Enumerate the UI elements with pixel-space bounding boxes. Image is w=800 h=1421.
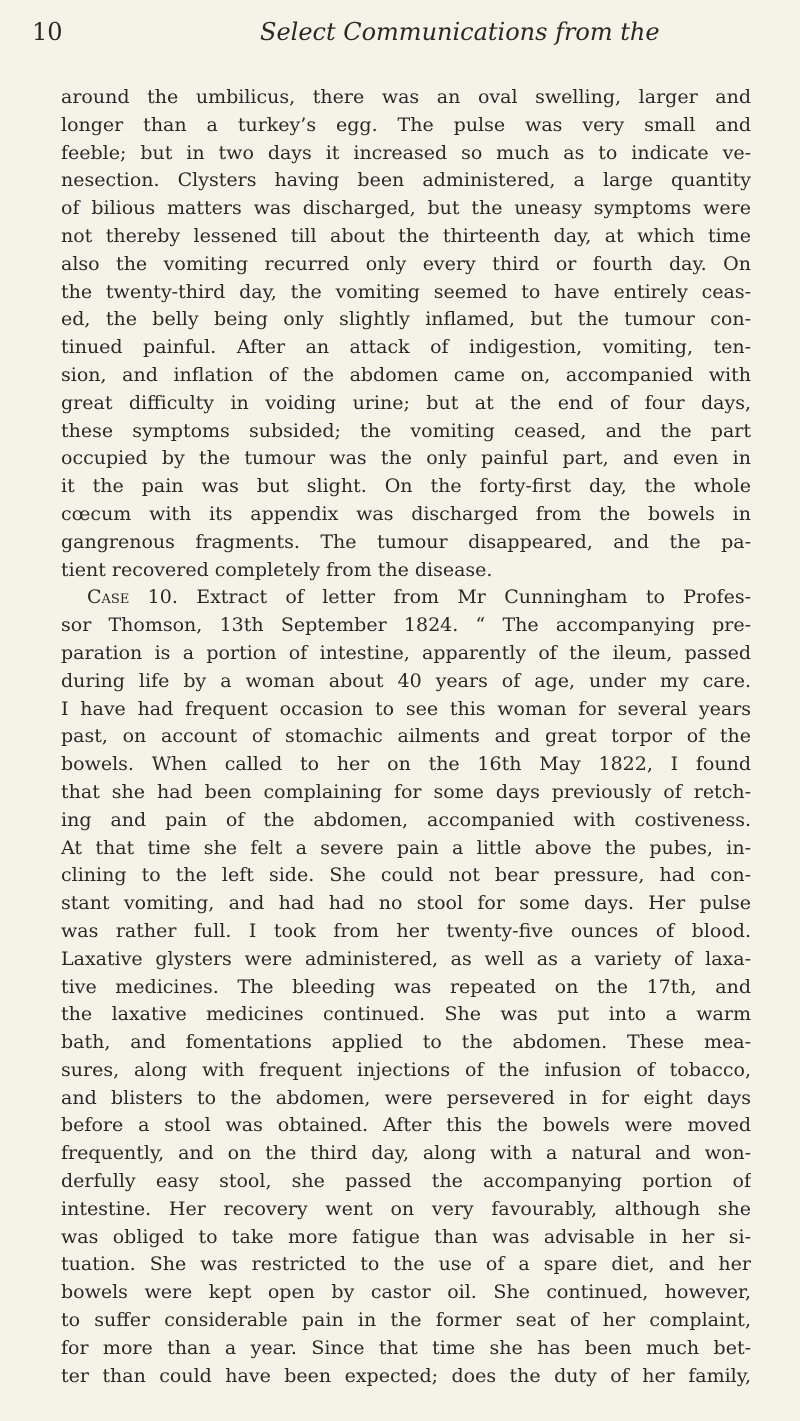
text-line: tinued painful. After an attack of indigestion, vomiting, ten- [61,336,751,359]
case-heading-line [61,584,751,612]
text-line: for more than a year. Since that time she has been much bet- [61,1336,751,1359]
case-label: Case [87,586,130,609]
text-line: great difficulty in voiding urine; but at the end of four days, [61,391,751,414]
text-line: intestine. Her recovery went on very favourably, although she [61,1197,751,1220]
text-line: derfully easy stool, she passed the accompanying portion of [61,1170,751,1193]
text-line: around the umbilicus, there was an oval swelling, larger and [61,86,751,108]
text-line: ed, the belly being only slightly inflamed, but the tumour con- [61,308,751,331]
text-line: bowels were kept open by castor oil. She continued, however, [61,1281,751,1304]
text-line: during life by a woman about 40 years of age, under my care. [61,669,751,692]
text-line: these symptoms subsided; the vomiting ceased, and the part [61,419,751,442]
text-line: stant vomiting, and had had no stool for some days. Her pulse [61,892,751,915]
text-line: tive medicines. The bleeding was repeated on the 17th, and [61,975,751,998]
text-line: longer than a turkey’s egg. The pulse was very small and [61,113,751,136]
page-number: 10 [32,18,63,46]
text-line: ing and pain of the abdomen, accompanied with costiveness. [61,808,751,831]
text-line: it the pain was but slight. On the forty-first day, the whole [61,475,751,498]
text-line: sor Thomson, 13th September 1824. “ The accompanying pre- [61,614,751,637]
text-line: also the vomiting recurred only every third or fourth day. On [61,252,751,275]
text-line: occupied by the tumour was the only painful part, and even in [61,447,751,470]
text-line: past, on account of stomachic ailments and great torpor of the [61,725,751,748]
text-line: before a stool was obtained. After this the bowels were moved [61,1114,751,1137]
text-line: nesection. Clysters having been administered, a large quantity [61,169,751,192]
text-line: feeble; but in two days it increased so much as to indicate ve- [61,141,751,164]
text-line: cœcum with its appendix was discharged from the bowels in [61,502,751,525]
text-line: bath, and fomentations applied to the abdomen. These mea- [61,1031,751,1054]
text-line: paration is a portion of intestine, apparently of the ileum, passed [61,641,751,664]
text-line: the twenty-third day, the vomiting seemed to have entirely ceas- [61,280,751,303]
text-line: to suffer considerable pain in the former seat of her complaint, [61,1309,751,1332]
text-line: was obliged to take more fatigue than was advisable in her si- [61,1225,751,1248]
text-line: I have had frequent occasion to see this woman for several years [61,697,751,720]
case-heading-rest: 10. Extract of letter from Mr Cunningham to Profes- [147,586,751,609]
text-line: ter than could have been expected; does the duty of her family, [61,1364,751,1387]
text-line: and blisters to the abdomen, were persevered in for eight days [61,1086,751,1109]
text-line: sion, and inflation of the abdomen came on, accompanied with [61,363,751,386]
text-line: sures, along with frequent injections of the infusion of tobacco, [61,1058,751,1081]
text-line: clining to the left side. She could not bear pressure, had con- [61,864,751,887]
text-line: bowels. When called to her on the 16th May 1822, I found [61,753,751,776]
body-text [61,84,751,1390]
text-line: At that time she felt a severe pain a little above the pubes, in- [61,836,751,859]
text-line: the laxative medicines continued. She was put into a warm [61,1003,751,1026]
running-head: Select Communications from the [260,18,660,46]
text-line: not thereby lessened till about the thirteenth day, at which time [61,224,751,247]
text-line: Laxative glysters were administered, as well as a variety of laxa- [61,947,751,970]
text-line: gangrenous fragments. The tumour disappeared, and the pa- [61,530,751,553]
text-line: of bilious matters was discharged, but the uneasy symptoms were [61,197,751,220]
text-line: was rather full. I took from her twenty-five ounces of blood. [61,919,751,942]
text-line: tient recovered completely from the disease. [61,558,493,581]
text-line: frequently, and on the third day, along with a natural and won- [61,1142,751,1165]
text-line: that she had been complaining for some days previously of retch- [61,780,751,803]
page-header [32,12,712,52]
text-line: tuation. She was restricted to the use of a spare diet, and her [61,1253,751,1276]
